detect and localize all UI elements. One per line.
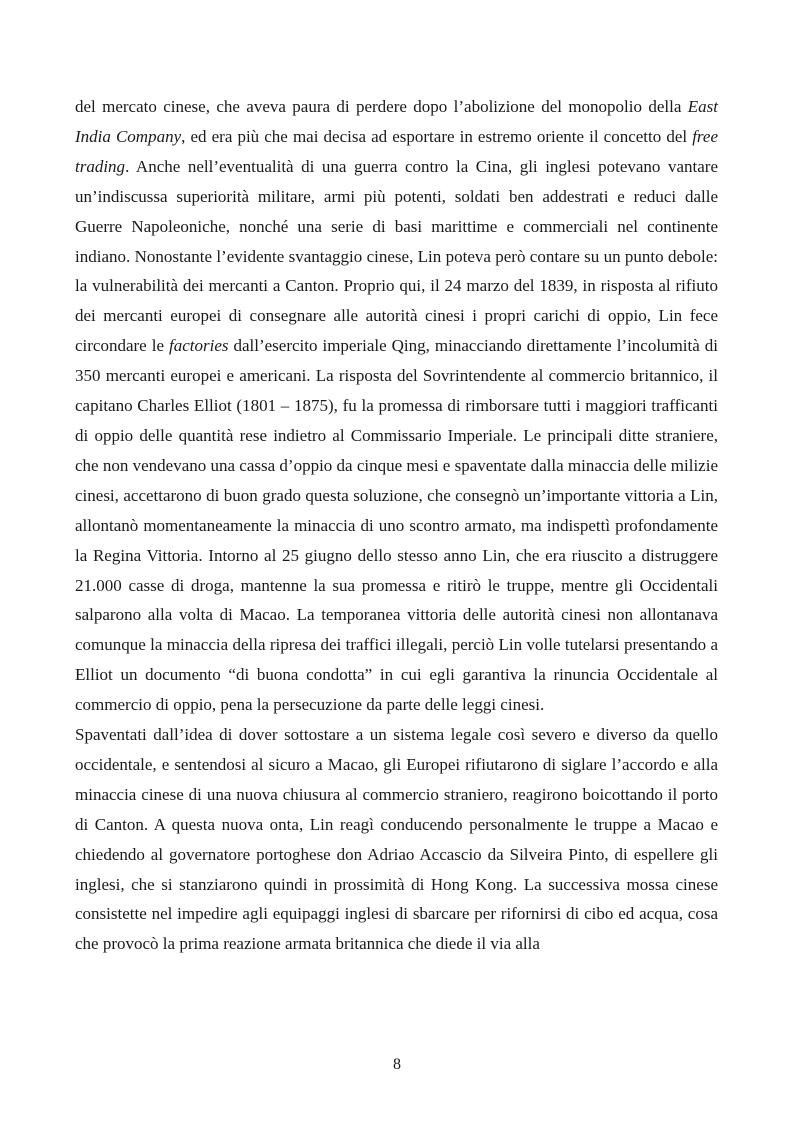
paragraph [75, 720, 718, 959]
text-run: . Anche nell’eventualità di una guerra contro la Cina, gli inglesi potevano vantare un’indiscussa superiorità militare, armi più potenti, soldati ben addestrati e reduci dalle Guerre Napoleoniche, nonché una serie di basi marittime e commerciali nel continente indiano. Nonostante l’evidente svantaggio cinese, Lin poteva però contare su un punto debole: la vulnerabilità dei mercanti a Canton. Proprio qui, il 24 marzo del 1839, in risposta al rifiuto dei mercanti europei di consegnare alle autorità cinesi i propri carichi di oppio, Lin fece circondare le [75, 156, 718, 356]
paragraph [75, 92, 718, 720]
text-run: del mercato cinese, che aveva paura di perdere dopo l’abolizione del monopolio della [75, 97, 688, 116]
italic-term: East India Company [75, 97, 718, 146]
page-number: 8 [393, 1056, 401, 1073]
text-run: Spaventati dall’idea di dover sottostare a un sistema legale così severo e diverso da quello occidentale, e sentendosi al sicuro a Macao, gli Europei rifiutarono di siglare l’accordo e alla minaccia cinese di una nuova chiusura al commercio straniero, reagirono boicottando il porto di Canton. A questa nuova onta, Lin reagì conducendo personalmente le truppe a Macao e chiedendo al governatore portoghese don Adriao Accascio da Silveira Pinto, di espellere gli inglesi, che si stanziarono quindi in prossimità di Hong Kong. La successiva mossa cinese consistette nel impedire agli equipaggi inglesi di sbarcare per rifornirsi di cibo ed acqua, cosa che provocò la prima reazione armata britannica che diede il via alla [75, 725, 718, 954]
text-run: dall’esercito imperiale Qing, minacciando direttamente l’incolumità di 350 mercanti europei e americani. La risposta del Sovrintendente al commercio britannico, il capitano Charles Elliot (1801 – 1875), fu la promessa di rimborsare tutti i maggiori trafficanti di oppio delle quantità rese indietro al Commissario Imperiale. Le principali ditte straniere, che non vendevano una cassa d’oppio da cinque mesi e spaventate dalla minaccia delle milizie cinesi, accettarono di buon grado questa soluzione, che consegnò un’importante vittoria a Lin, allontanò momentaneamente la minaccia di uno scontro armato, ma indispettì profondamente la Regina Vittoria. Intorno al 25 giugno dello stesso anno Lin, che era riuscito a distruggere 21.000 casse di droga, mantenne la sua promessa e ritirò le truppe, mentre gli Occidentali salparono alla volta di Macao. La temporanea vittoria delle autorità cinesi non allontanava comunque la minaccia della ripresa dei traffici illegali, perciò Lin volle tutelarsi presentando a Elliot un documento “di buona condotta” in cui egli garantiva la rinuncia Occidentale al commercio di oppio, pena la persecuzione da parte delle leggi cinesi. [75, 336, 718, 715]
body-text [75, 92, 718, 959]
italic-term: factories [168, 336, 229, 356]
text-run: , ed era più che mai decisa ad esportare in estremo oriente il concetto del [181, 126, 693, 146]
italic-term: free trading [75, 126, 718, 176]
